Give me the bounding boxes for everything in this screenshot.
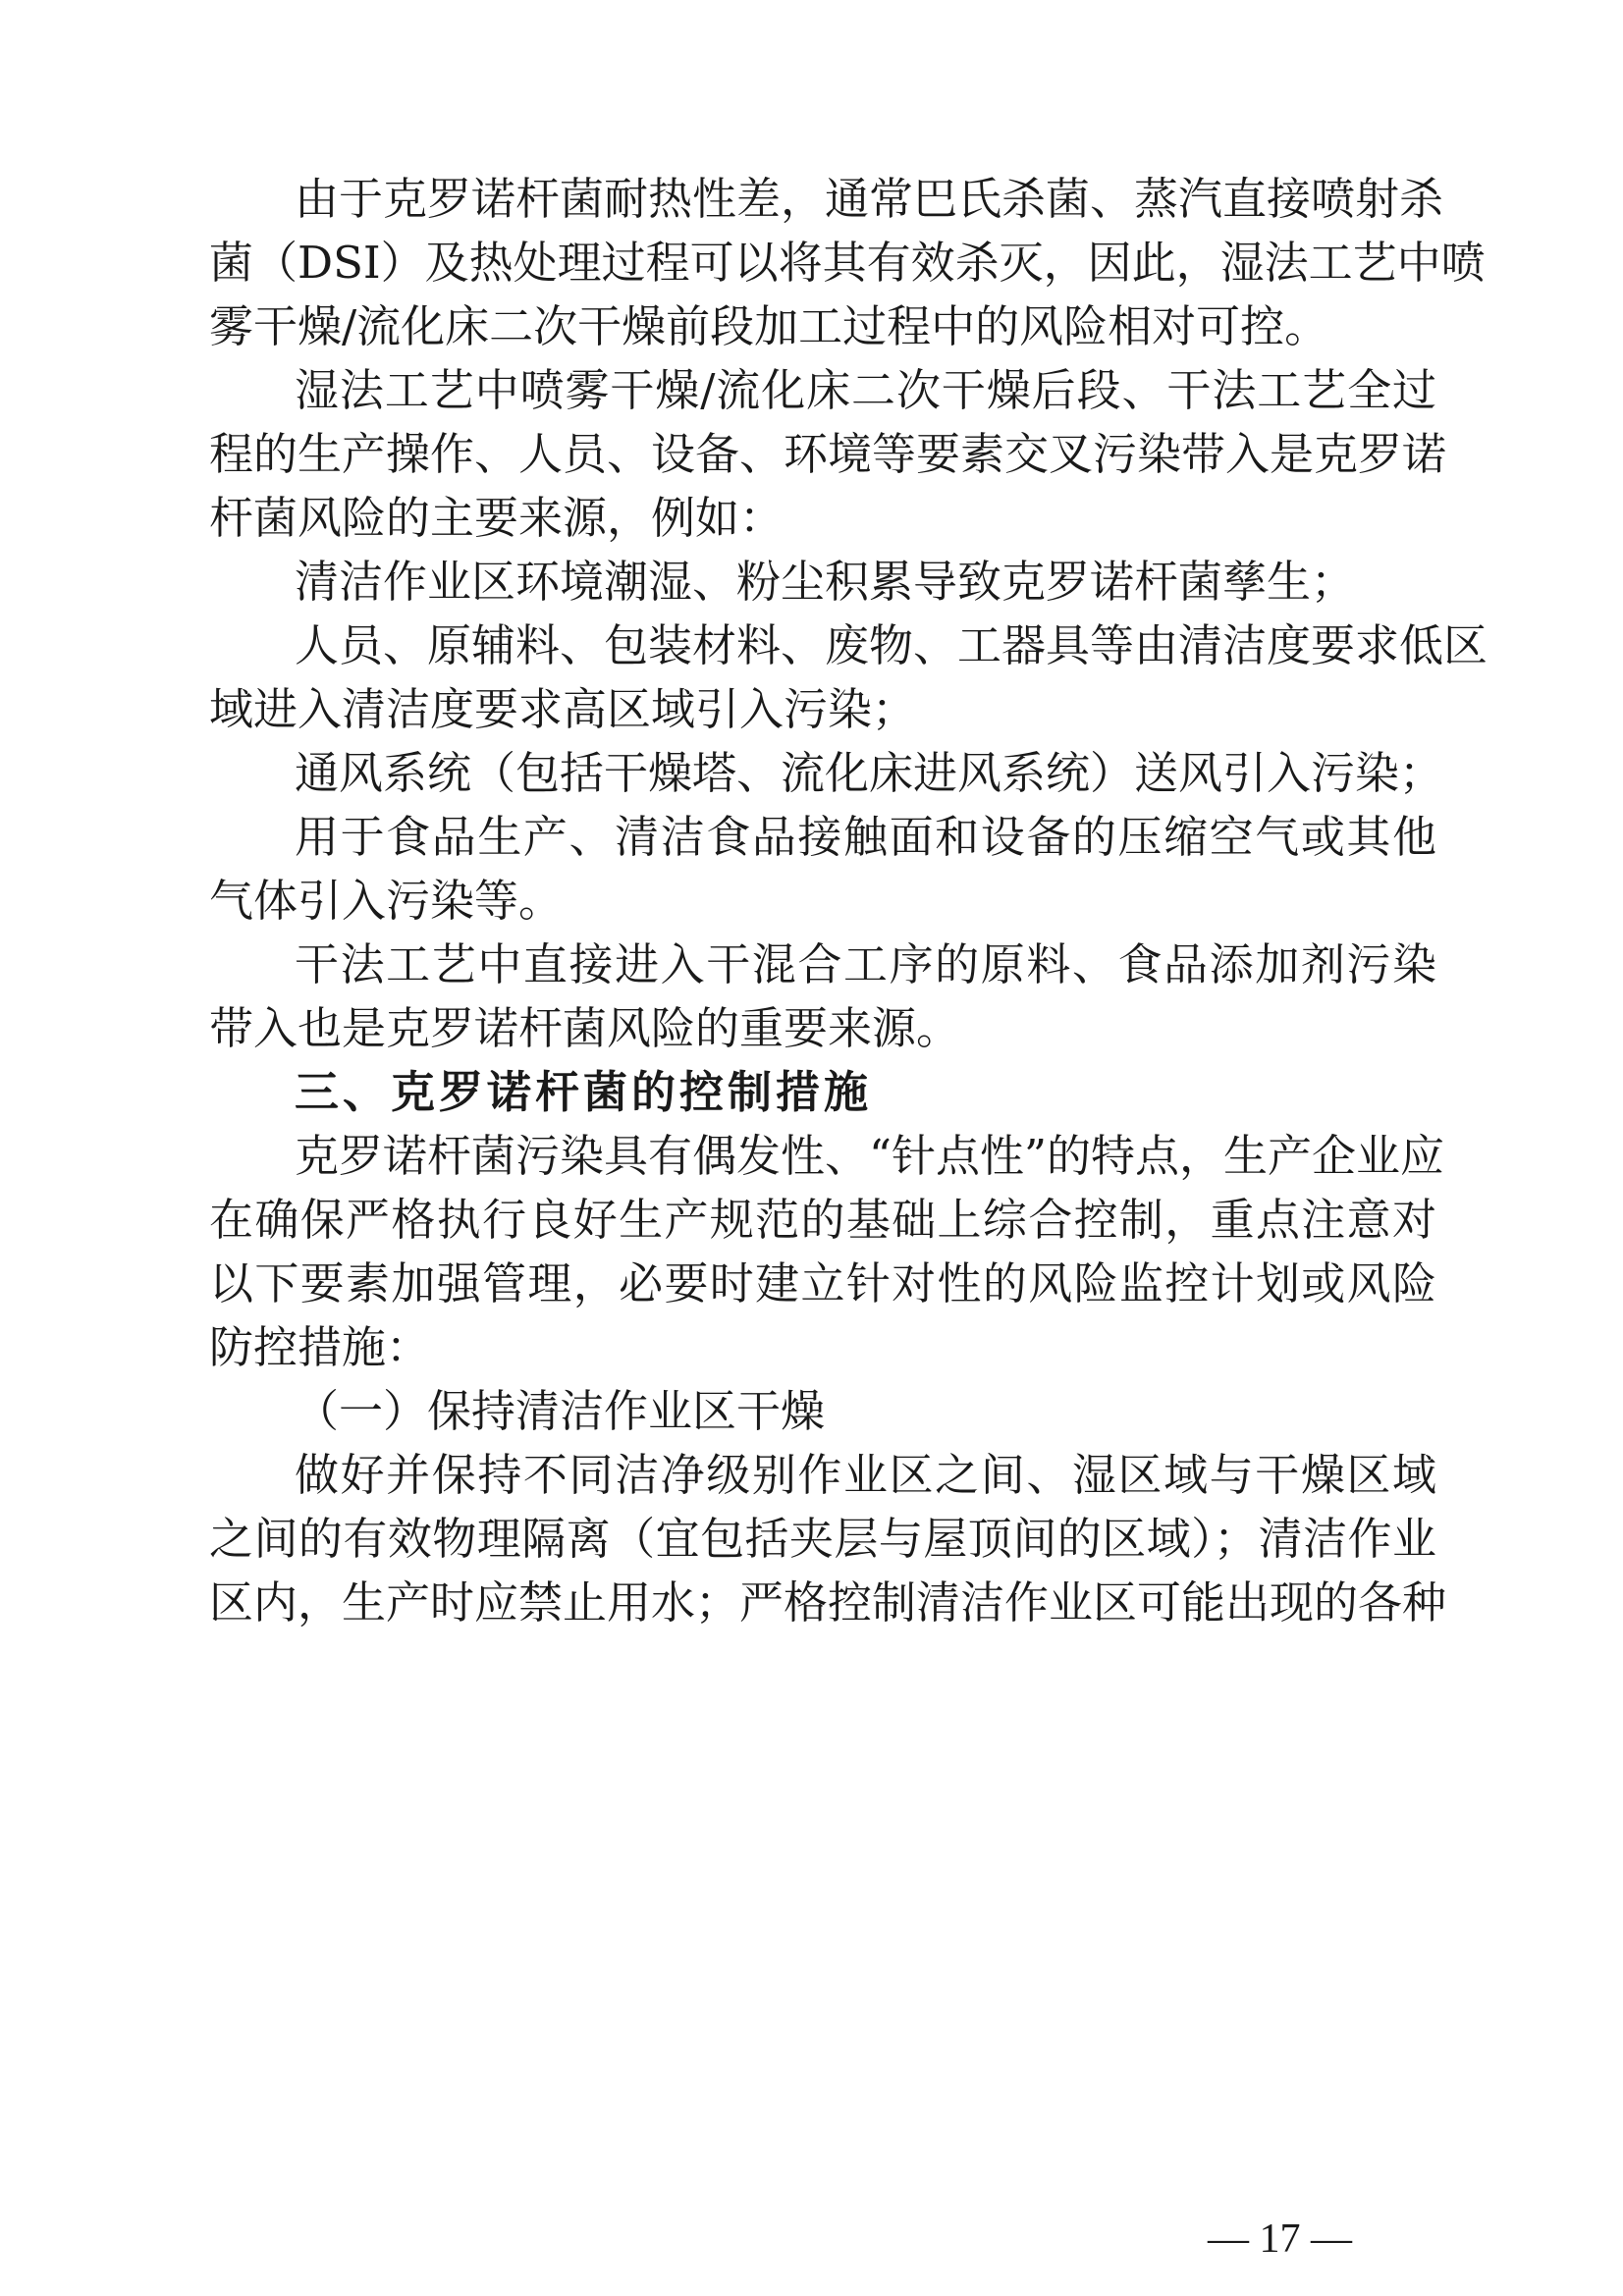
paragraph-9-line-2: 在确保严格执行良好生产规范的基础上综合控制，重点注意对 — [209, 1194, 1436, 1246]
subsection-heading: （一）保持清洁作业区干燥 — [295, 1385, 826, 1437]
page-number: — 17 — — [1208, 2216, 1352, 2262]
paragraph-4-line-1: 人员、原辅料、包装材料、废物、工器具等由清洁度要求低区 — [295, 619, 1488, 671]
paragraph-7-line-1: 干法工艺中直接进入干混合工序的原料、食品添加剂污染 — [295, 938, 1436, 990]
paragraph-5-line-1: 通风系统（包括干燥塔、流化床进风系统）送风引入污染； — [295, 747, 1444, 799]
paragraph-2-line-2: 程的生产操作、人员、设备、环境等要素交叉污染带入是克罗诺 — [209, 428, 1447, 480]
paragraph-1-line-2: 菌（DSI）及热处理过程可以将其有效杀灭，因此，湿法工艺中喷 — [209, 237, 1486, 289]
paragraph-9-line-3: 以下要素加强管理，必要时建立针对性的风险监控计划或风险 — [209, 1257, 1436, 1309]
paragraph-2-line-1: 湿法工艺中喷雾干燥/流化床二次干燥后段、干法工艺全过 — [295, 364, 1436, 416]
section-heading: 三、克罗诺杆菌的控制措施 — [295, 1066, 873, 1118]
paragraph-7-line-2: 带入也是克罗诺杆菌风险的重要来源。 — [209, 1002, 961, 1054]
paragraph-2-line-3: 杆菌风险的主要来源，例如： — [209, 492, 784, 544]
paragraph-11-line-1: 做好并保持不同洁净级别作业区之间、湿区域与干燥区域 — [295, 1449, 1436, 1501]
paragraph-11-line-3: 区内，生产时应禁止用水；严格控制清洁作业区可能出现的各种 — [209, 1576, 1447, 1629]
paragraph-1-line-1: 由于克罗诺杆菌耐热性差，通常巴氏杀菌、蒸汽直接喷射杀 — [295, 173, 1444, 225]
paragraph-4-line-2: 域进入清洁度要求高区域引入污染； — [209, 683, 917, 735]
paragraph-1-line-3: 雾干燥/流化床二次干燥前段加工过程中的风险相对可控。 — [209, 300, 1329, 352]
paragraph-9-line-4: 防控措施： — [209, 1321, 431, 1373]
paragraph-6-line-2: 气体引入污染等。 — [209, 875, 564, 927]
paragraph-9-line-1: 克罗诺杆菌污染具有偶发性、“针点性”的特点，生产企业应 — [295, 1130, 1445, 1182]
paragraph-11-line-2: 之间的有效物理隔离（宜包括夹层与屋顶间的区域）；清洁作业 — [209, 1513, 1436, 1565]
paragraph-3-line-1: 清洁作业区环境潮湿、粉尘积累导致克罗诺杆菌孳生； — [295, 556, 1356, 608]
paragraph-6-line-1: 用于食品生产、清洁食品接触面和设备的压缩空气或其他 — [295, 811, 1436, 863]
